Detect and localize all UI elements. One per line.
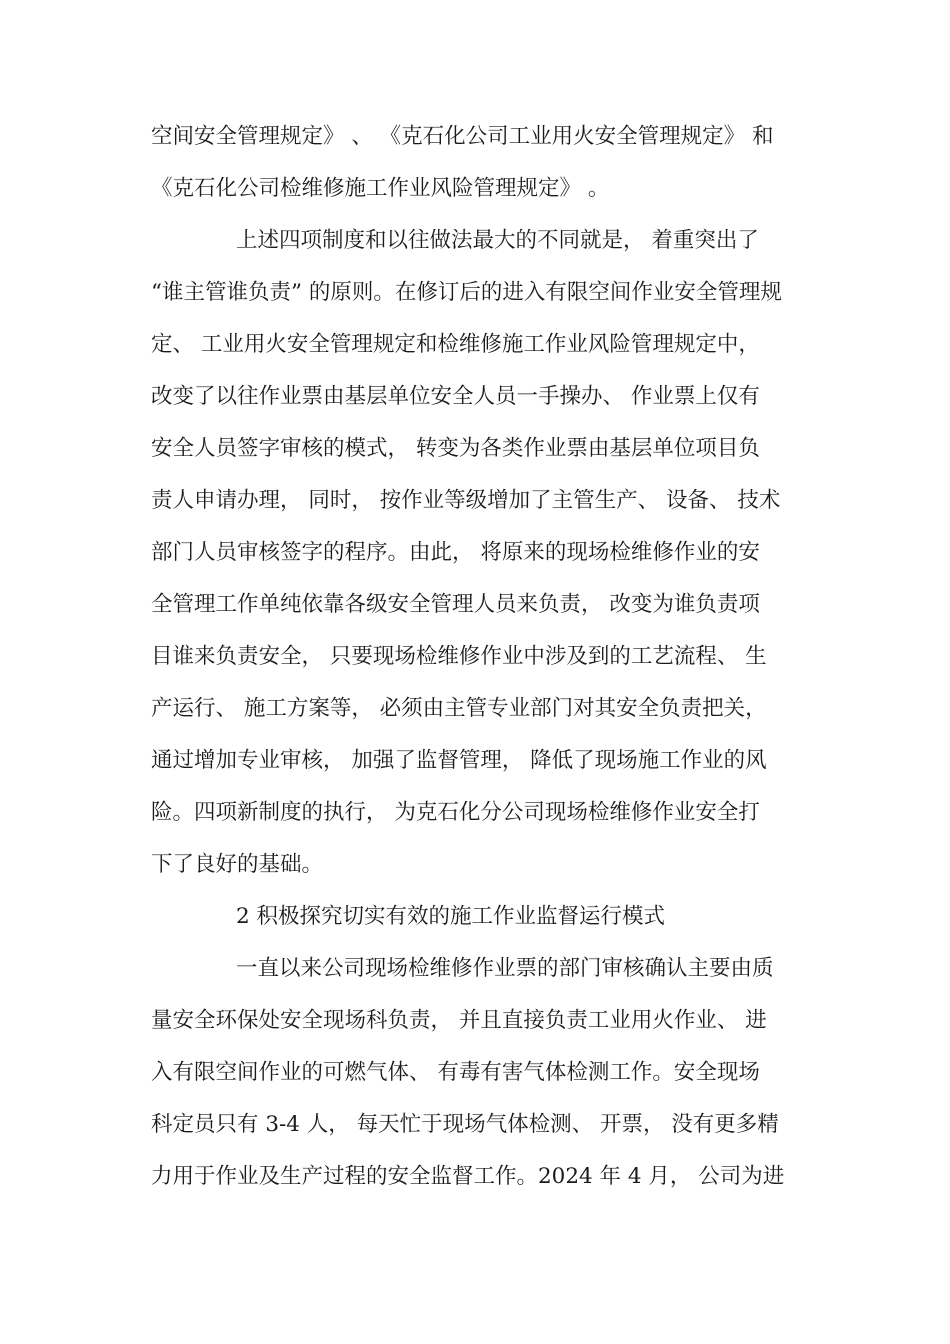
text-line: 全管理工作单纯依靠各级安全管理人员来负责， 改变为谁负责项 [151, 592, 760, 617]
text-line: 目谁来负责安全， 只要现场检维修作业中涉及到的工艺流程、 生 [151, 644, 767, 669]
paragraph-first-line: 上述四项制度和以往做法最大的不同就是， 着重突出了 [236, 228, 759, 253]
text-line: 定、 工业用火安全管理规定和检维修施工作业风险管理规定中， [151, 332, 760, 357]
text-line: 科定员只有 3-4 人， 每天忙于现场气体检测、 开票， 没有更多精 [151, 1112, 779, 1137]
text-line: “谁主管谁负责” 的原则。在修订后的进入有限空间作业安全管理规 [151, 280, 782, 305]
text-line: 产运行、 施工方案等， 必须由主管专业部门对其安全负责把关， [151, 696, 767, 721]
text-line: 入有限空间作业的可燃气体、 有毒有害气体检测工作。安全现场 [151, 1060, 760, 1085]
text-line: 《克石化公司检维修施工作业风险管理规定》 。 [151, 176, 610, 201]
text-line: 责人申请办理， 同时， 按作业等级增加了主管生产、 设备、 技术 [151, 488, 781, 513]
paragraph-first-line: 一直以来公司现场检维修作业票的部门审核确认主要由质 [236, 956, 774, 981]
text-line: 通过增加专业审核， 加强了监督管理， 降低了现场施工作业的风 [151, 748, 767, 773]
text-line: 量安全环保处安全现场科负责， 并且直接负责工业用火作业、 进 [151, 1008, 767, 1033]
text-line: 险。四项新制度的执行， 为克石化分公司现场检维修作业安全打 [151, 800, 760, 825]
text-line: 改变了以往作业票由基层单位安全人员一手操办、 作业票上仅有 [151, 384, 760, 409]
text-line: 下了良好的基础。 [151, 852, 324, 877]
section-heading: 2 积极探究切实有效的施工作业监督运行模式 [236, 904, 666, 929]
text-line: 空间安全管理规定》 、 《克石化公司工业用火安全管理规定》 和 [151, 124, 774, 149]
text-line: 力用于作业及生产过程的安全监督工作。2024 年 4 月， 公司为进 [151, 1164, 785, 1189]
text-line: 安全人员签字审核的模式， 转变为各类作业票由基层单位项目负 [151, 436, 760, 461]
text-line: 部门人员审核签字的程序。由此， 将原来的现场检维修作业的安 [151, 540, 760, 565]
